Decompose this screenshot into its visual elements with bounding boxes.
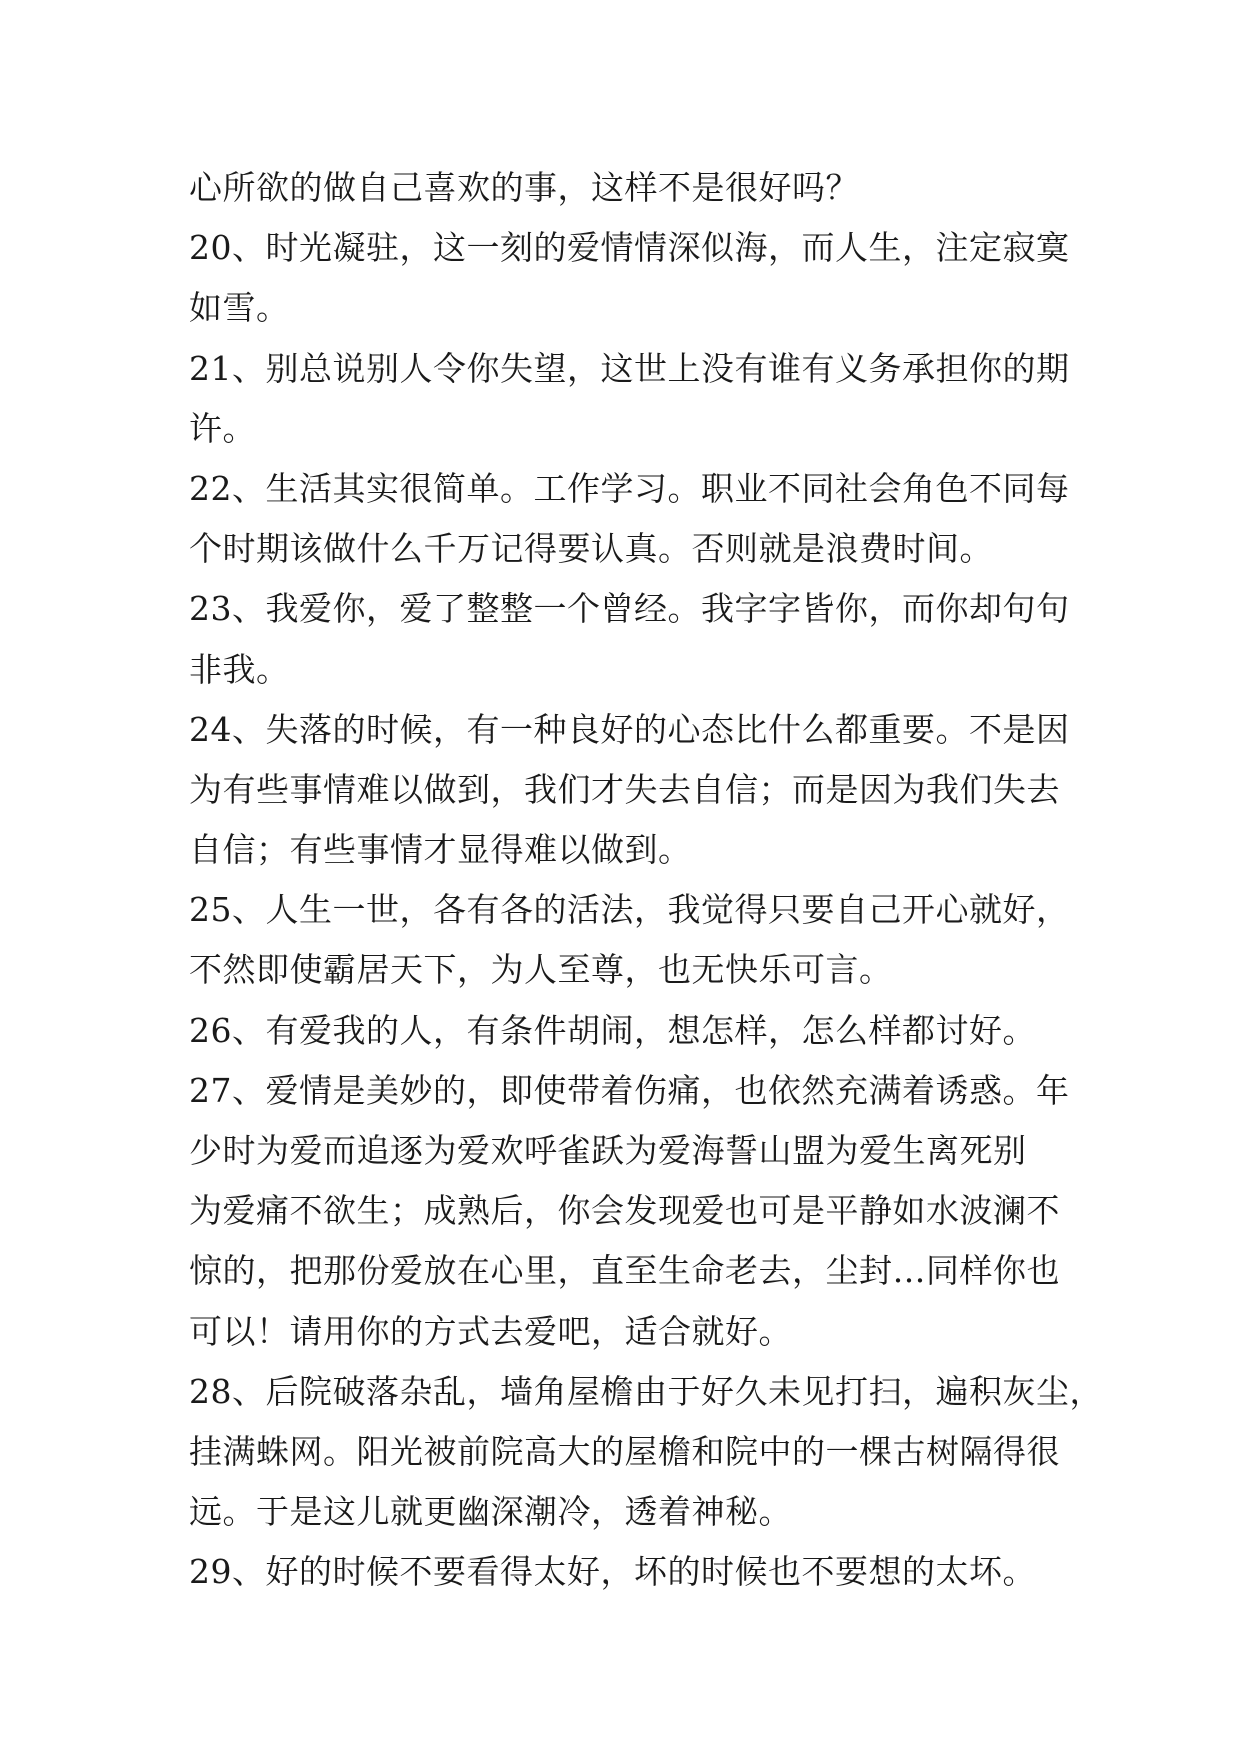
text-line: 自信；有些事情才显得难以做到。 <box>189 830 692 870</box>
text-line: 远。于是这儿就更幽深潮冷，透着神秘。 <box>189 1492 792 1532</box>
text-line: 25、人生一世，各有各的活法，我觉得只要自己开心就好， <box>189 890 1070 930</box>
text-line: 少时为爱而追逐为爱欢呼雀跃为爱海誓山盟为爱生离死别 <box>189 1131 1027 1170</box>
text-line: 如雪。 <box>189 288 290 328</box>
text-line: 个时期该做什么千万记得要认真。否则就是浪费时间。 <box>189 529 993 569</box>
text-line: 惊的，把那份爱放在心里，直至生命老去，尘封…同样你也 <box>189 1251 1060 1291</box>
text-line: 心所欲的做自己喜欢的事，这样不是很好吗？ <box>189 168 859 207</box>
document-body <box>189 158 1103 1603</box>
text-line: 不然即使霸居天下，为人至尊，也无快乐可言。 <box>189 950 893 990</box>
text-line: 22、生活其实很简单。工作学习。职业不同社会角色不同每 <box>189 468 1070 508</box>
text-line: 26、有爱我的人，有条件胡闹，想怎样，怎么样都讨好。 <box>189 1010 1036 1050</box>
text-line: 24、失落的时候，有一种良好的心态比什么都重要。不是因 <box>189 709 1070 749</box>
text-line: 21、别总说别人令你失望，这世上没有谁有义务承担你的期 <box>189 348 1070 388</box>
text-line: 为爱痛不欲生；成熟后，你会发现爱也可是平静如水波澜不 <box>189 1191 1060 1231</box>
text-line: 非我。 <box>189 649 290 689</box>
text-line: 为有些事情难以做到，我们才失去自信；而是因为我们失去 <box>189 769 1060 809</box>
text-line: 29、好的时候不要看得太好，坏的时候也不要想的太坏。 <box>189 1552 1036 1592</box>
text-line: 28、后院破落杂乱，墙角屋檐由于好久未见打扫，遍积灰尘， <box>189 1371 1103 1411</box>
text-line: 23、我爱你，爱了整整一个曾经。我字字皆你，而你却句句 <box>189 589 1070 629</box>
text-line: 20、时光凝驻，这一刻的爱情情深似海，而人生，注定寂寞 <box>189 228 1070 268</box>
text-line: 挂满蛛网。阳光被前院高大的屋檐和院中的一棵古树隔得很 <box>189 1431 1060 1471</box>
text-line: 许。 <box>189 408 256 448</box>
text-line: 27、爱情是美妙的，即使带着伤痛，也依然充满着诱惑。年 <box>189 1070 1070 1110</box>
text-line: 可以！请用你的方式去爱吧，适合就好。 <box>189 1311 792 1351</box>
